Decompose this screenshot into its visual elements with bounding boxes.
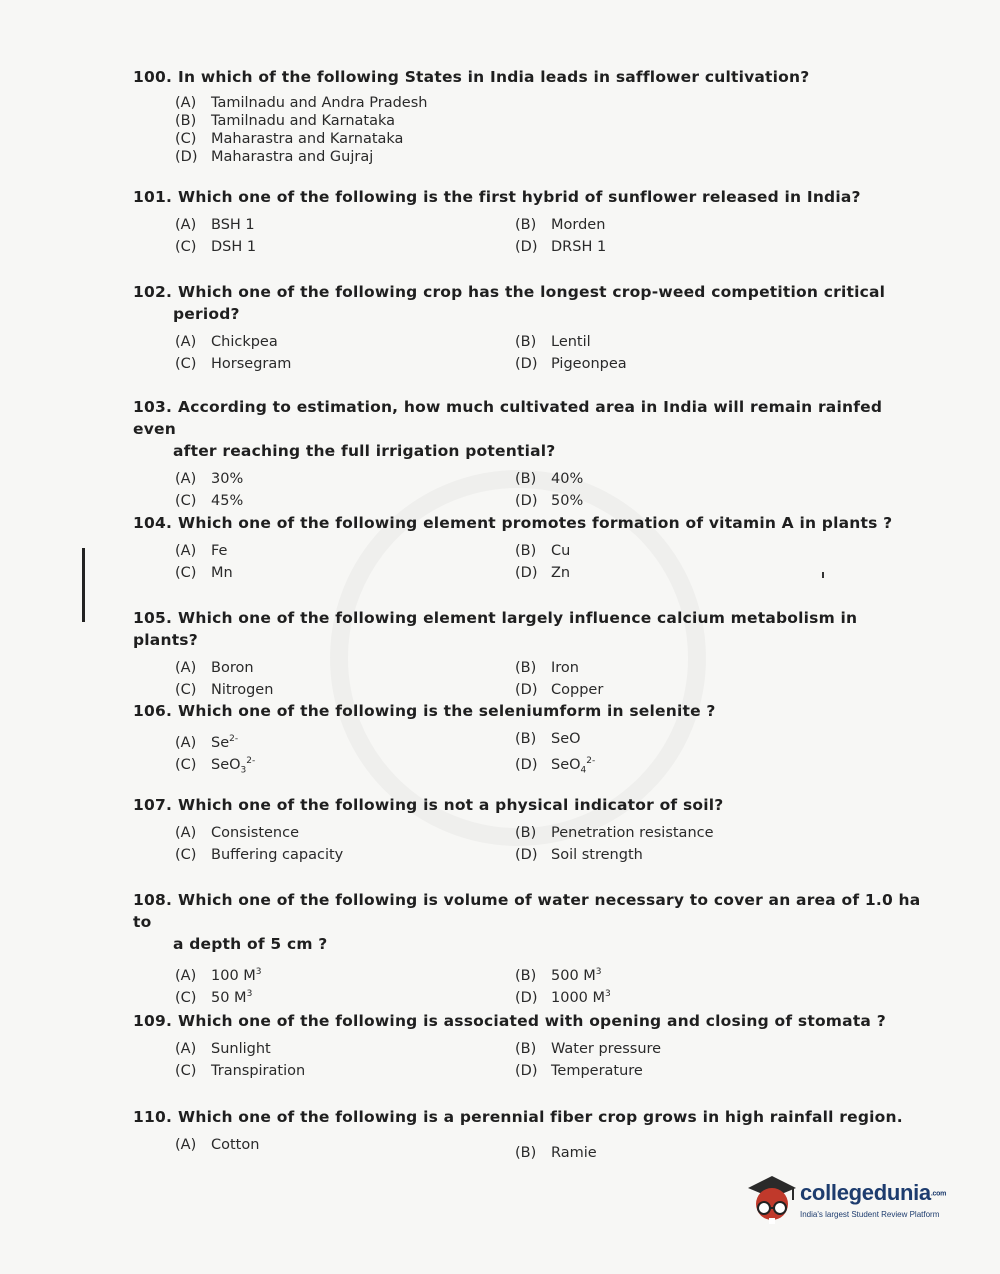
margin-mark bbox=[82, 548, 85, 622]
option-d: (D) Temperature bbox=[515, 1063, 643, 1079]
option-b: (B) Morden bbox=[515, 217, 606, 233]
question-108: 108. Which one of the following is volume of water necessary to cover an area of 1.0 ha to a depth of 5 cm ? (A) 100 $M^3$ (B) 500 $M^3$ (C) 50 $M^3$ (D) 1000 $M^3$ bbox=[133, 889, 923, 1005]
mascot-icon bbox=[742, 1170, 798, 1226]
option-a: (A) 30% bbox=[175, 471, 244, 487]
question-100 bbox=[133, 66, 923, 166]
option-d: (D) 1000 $M^3$ bbox=[515, 989, 611, 1006]
option-a: (A) $Se^{2-}$ bbox=[175, 734, 239, 751]
option-a: (A) Cotton bbox=[175, 1137, 260, 1153]
option-c: (C) 45% bbox=[175, 493, 244, 509]
option-d: (D) Maharastra and Gujraj bbox=[175, 149, 374, 165]
option-c: (C) Nitrogen bbox=[175, 682, 274, 698]
option-c: (C) 50 $M^3$ bbox=[175, 989, 253, 1006]
option-d: (D) 50% bbox=[515, 493, 584, 509]
logo-tagline: India's largest Student Review Platform bbox=[800, 1210, 940, 1219]
option-d: (D) SeO$_4^{2-}$ bbox=[515, 756, 596, 776]
question-stem: 100. In which of the following States in India leads in safflower cultivation? bbox=[133, 68, 810, 86]
option-c: (C) Maharastra and Karnataka bbox=[175, 131, 404, 147]
option-b: (B) SeO bbox=[515, 731, 581, 747]
question-103: 103. According to estimation, how much cultivated area in India will remain rainfed even after reaching the full irrigation potential? (A) 30% (B) 40% (C) 45% (D) 50% bbox=[133, 396, 923, 512]
option-b: (B) Water pressure bbox=[515, 1041, 662, 1057]
option-a: (A) BSH 1 bbox=[175, 217, 255, 233]
collegedunia-logo bbox=[742, 1170, 972, 1234]
option-b: (B) Iron bbox=[515, 660, 579, 676]
option-d: (D) Soil strength bbox=[515, 847, 643, 863]
question-102: 102. Which one of the following crop has the longest crop-weed competition critical period? (A) Chickpea (B) Lentil (C) Horsegram (D) Pigeonpea bbox=[133, 281, 923, 375]
option-c: (C) Horsegram bbox=[175, 356, 292, 372]
option-b: (B) 500 $M^3$ bbox=[515, 967, 602, 984]
question-106: 106. Which one of the following is the seleniumform in selenite ? (A) $Se^{2-}$ (B) SeO (C) SeO$_3^{2-}$ (D) SeO$_4^{2-}$ bbox=[133, 700, 923, 772]
option-a: (A) Sunlight bbox=[175, 1041, 271, 1057]
options bbox=[175, 94, 923, 166]
option-a: (A) Consistence bbox=[175, 825, 300, 841]
option-c: (C) Mn bbox=[175, 565, 233, 581]
option-b: (B) 40% bbox=[515, 471, 584, 487]
option-d: (D) DRSH 1 bbox=[515, 239, 607, 255]
question-109: 109. Which one of the following is associated with opening and closing of stomata ? (A) Sunlight (B) Water pressure (C) Transpiration (D) Temperature bbox=[133, 1010, 923, 1082]
option-c: (C) SeO$_3^{2-}$ bbox=[175, 756, 256, 776]
option-c: (C) DSH 1 bbox=[175, 239, 257, 255]
option-b: (B) Cu bbox=[515, 543, 571, 559]
option-b: (B) Tamilnadu and Karnataka bbox=[175, 113, 396, 129]
option-b: (B) Lentil bbox=[515, 334, 591, 350]
option-a: (A) Tamilnadu and Andra Pradesh bbox=[175, 95, 428, 111]
option-c: (C) Buffering capacity bbox=[175, 847, 344, 863]
option-c: (C) Transpiration bbox=[175, 1063, 306, 1079]
question-110: 110. Which one of the following is a perennial fiber crop grows in high rainfall region. (A) Cotton (B) Ramie bbox=[133, 1106, 923, 1178]
option-a: (A) Chickpea bbox=[175, 334, 278, 350]
option-a: (A) Boron bbox=[175, 660, 254, 676]
option-d: (D) Pigeonpea bbox=[515, 356, 627, 372]
option-b: (B) Penetration resistance bbox=[515, 825, 714, 841]
logo-wordmark: collegedunia.com bbox=[800, 1180, 947, 1205]
option-d: (D) Copper bbox=[515, 682, 604, 698]
option-d: (D) Zn bbox=[515, 565, 571, 581]
option-b: (B) Ramie bbox=[515, 1145, 597, 1161]
option-a: (A) 100 $M^3$ bbox=[175, 967, 262, 984]
question-105: 105. Which one of the following element largely influence calcium metabolism in plants? (A) Boron (B) Iron (C) Nitrogen (D) Copper bbox=[133, 607, 923, 701]
question-107: 107. Which one of the following is not a physical indicator of soil? (A) Consistence (B) Penetration resistance (C) Buffering capacity (D) Soil strength bbox=[133, 794, 923, 866]
question-104: 104. Which one of the following element promotes formation of vitamin A in plants ? (A) Fe (B) Cu (C) Mn (D) Zn bbox=[133, 512, 923, 584]
option-a: (A) Fe bbox=[175, 543, 228, 559]
question-101: 101. Which one of the following is the first hybrid of sunflower released in India? (A) BSH 1 (B) Morden (C) DSH 1 (D) DRSH 1 bbox=[133, 186, 923, 258]
